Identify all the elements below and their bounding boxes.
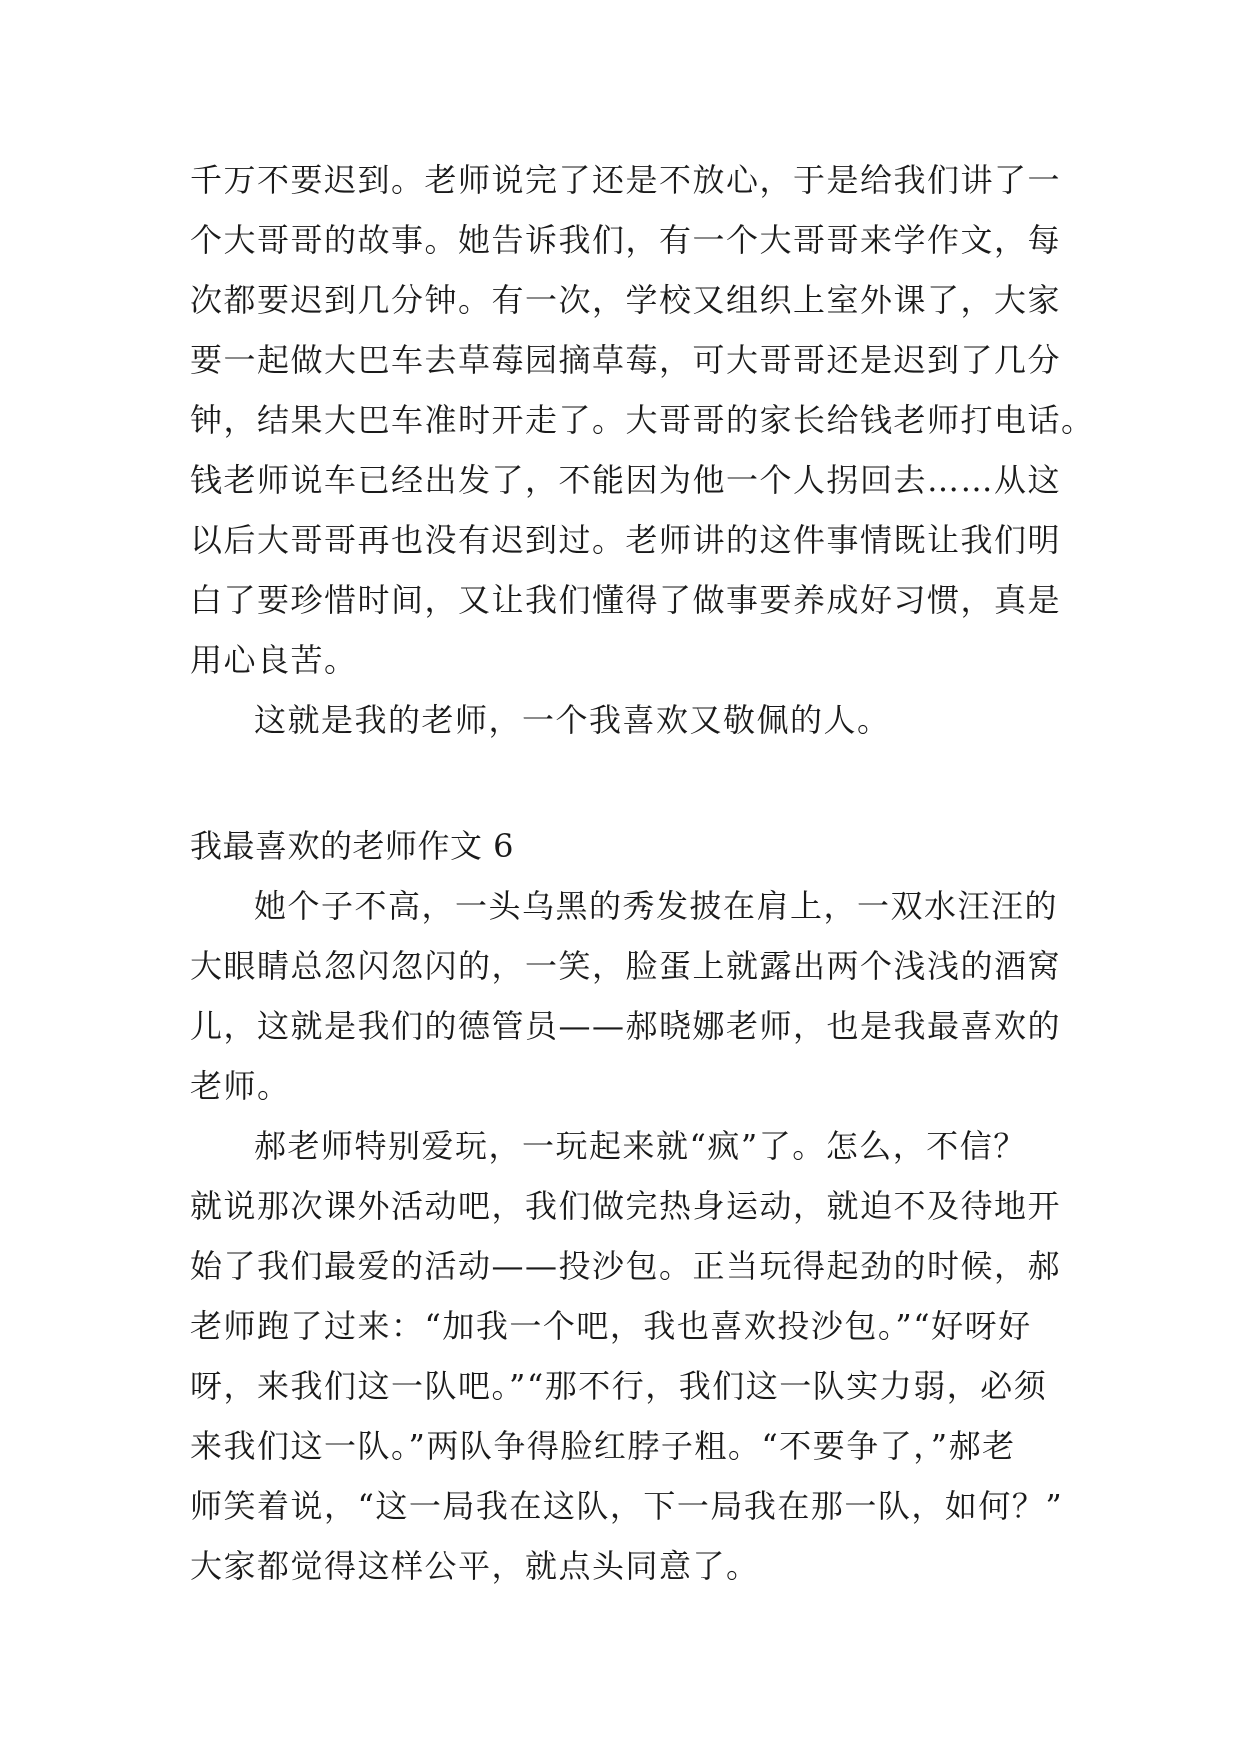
text-line: 钟，结果大巴车准时开走了。大哥哥的家长给钱老师打电话。 [190,401,1095,439]
text-line: 个大哥哥的故事。她告诉我们，有一个大哥哥来学作文，每 [190,221,1062,259]
paragraph [190,1116,1064,1596]
text-line: 大眼睛总忽闪忽闪的，一笑，脸蛋上就露出两个浅浅的酒窝 [190,947,1062,985]
text-line: 老师。 [190,1067,291,1105]
text-line: 始了我们最爱的活动——投沙包。正当玩得起劲的时候，郝 [190,1247,1062,1285]
text-line: 呀，来我们这一队吧。”“那不行，我们这一队实力弱，必须 [190,1367,1048,1405]
section-title-text: 我最喜欢的老师作文 6 [190,827,515,865]
section-title [190,816,1060,876]
text-line: 郝老师特别爱玩，一玩起来就“疯”了。怎么，不信？ [254,1127,1027,1165]
text-line: 以后大哥哥再也没有迟到过。老师讲的这件事情既让我们明 [190,521,1062,559]
paragraph [190,876,1060,1116]
text-line: 钱老师说车已经出发了，不能因为他一个人拐回去……从这 [190,461,1062,499]
document-body [190,150,1095,1596]
text-line: 师笑着说，“这一局我在这队，下一局我在那一队，如何？” [190,1487,1064,1525]
text-line: 来我们这一队。”两队争得脸红脖子粗。“不要争了，”郝老 [190,1427,1016,1465]
text-line: 这就是我的老师，一个我喜欢又敬佩的人。 [254,701,891,739]
text-line: 千万不要迟到。老师说完了还是不放心，于是给我们讲了一 [190,161,1062,199]
text-line: 次都要迟到几分钟。有一次，学校又组织上室外课了，大家 [190,281,1062,319]
text-line: 白了要珍惜时间，又让我们懂得了做事要养成好习惯，真是 [190,581,1062,619]
text-line: 儿，这就是我们的德管员——郝晓娜老师，也是我最喜欢的 [190,1007,1062,1045]
section-spacer [190,750,1060,816]
text-line: 老师跑了过来：“加我一个吧，我也喜欢投沙包。”“好呀好 [190,1307,1032,1345]
text-line: 她个子不高，一头乌黑的秀发披在肩上，一双水汪汪的 [254,887,1059,925]
paragraph [190,150,1095,690]
text-line: 要一起做大巴车去草莓园摘草莓，可大哥哥还是迟到了几分 [190,341,1062,379]
text-line: 就说那次课外活动吧，我们做完热身运动，就迫不及待地开 [190,1187,1062,1225]
text-line: 用心良苦。 [190,641,358,679]
paragraph [190,690,1060,750]
text-line: 大家都觉得这样公平，就点头同意了。 [190,1547,760,1585]
